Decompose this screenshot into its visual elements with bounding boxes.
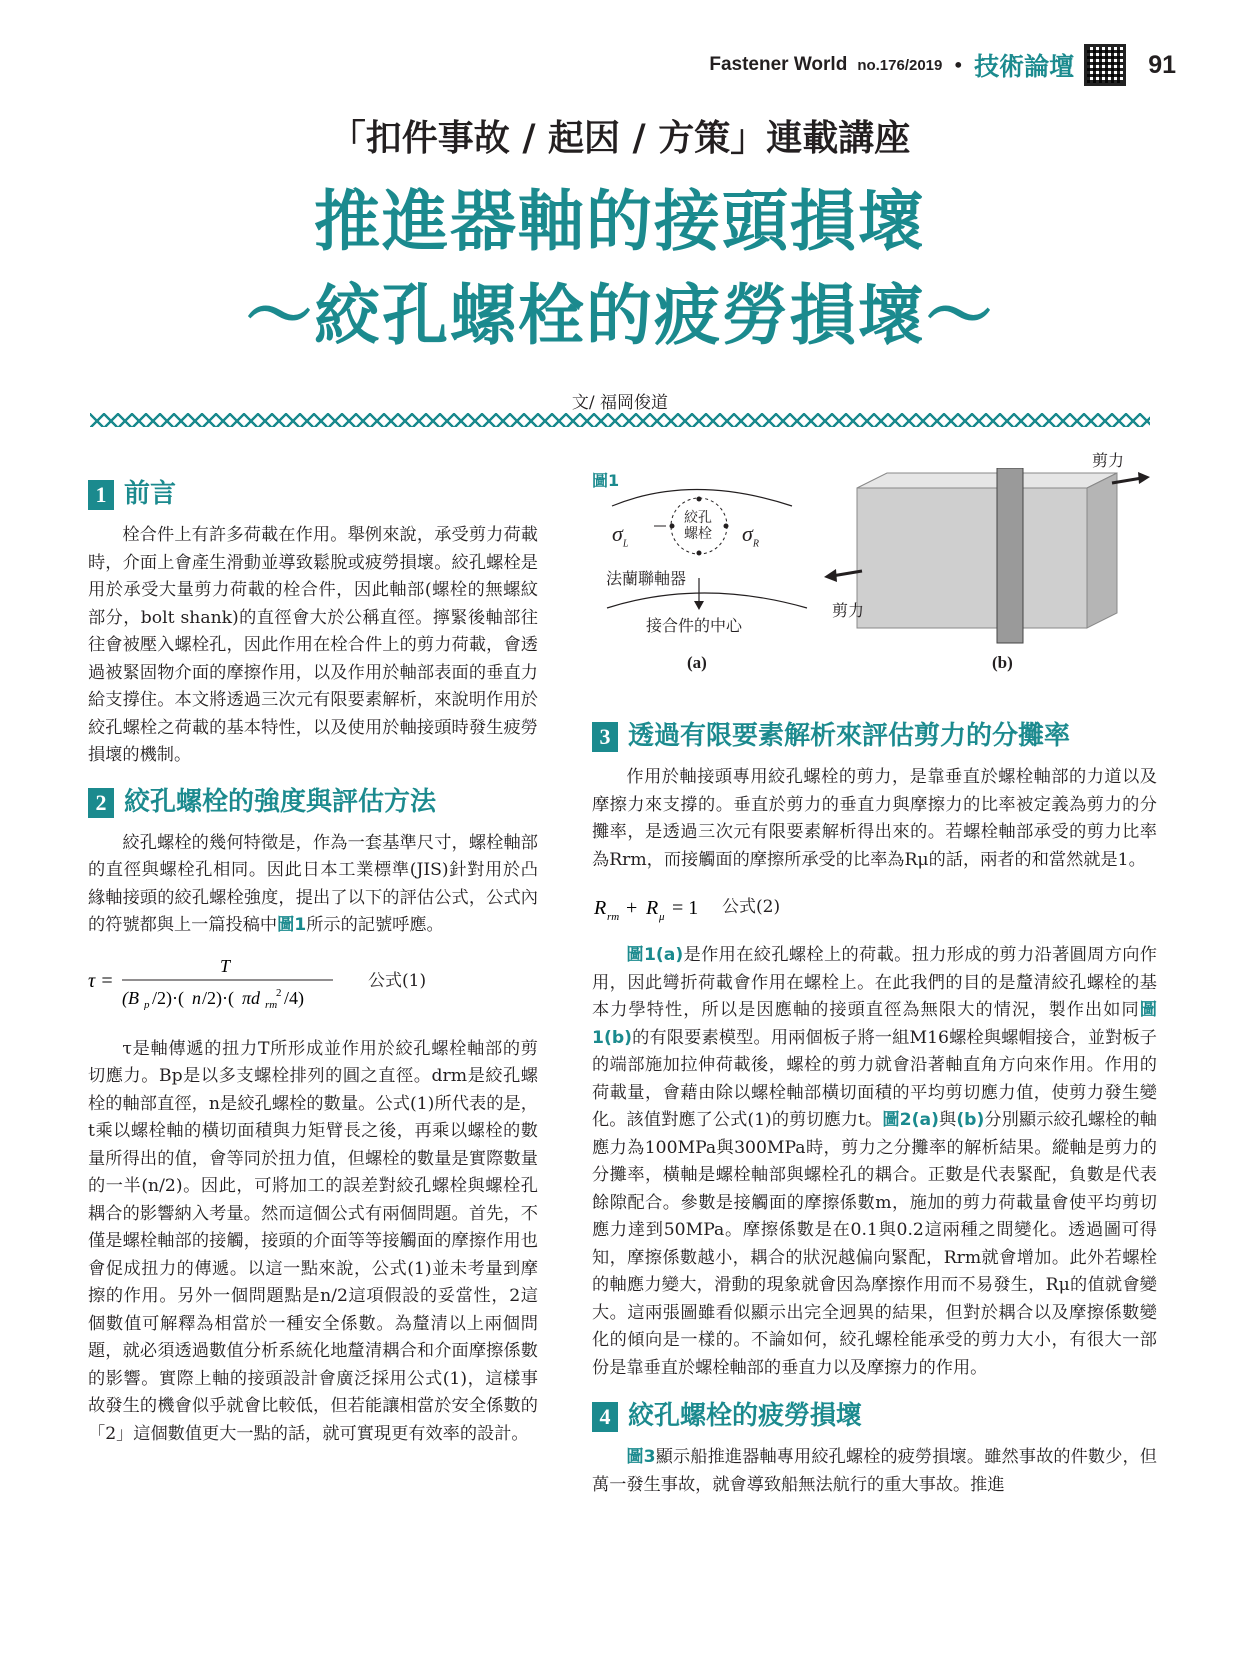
magazine-name: Fastener World: [709, 54, 848, 75]
section-title: 絞孔螺栓的強度與評估方法: [124, 786, 437, 817]
svg-text:/4): /4): [284, 987, 304, 1008]
svg-text:μ: μ: [659, 911, 665, 923]
author-byline: 文/ 福岡俊道: [571, 393, 669, 413]
text-run: 絞孔螺栓的幾何特徵是，作為一套基準尺寸，螺栓軸部的直徑與螺栓孔相同。因此日本工業標準(JIS)針對用於凸緣軸接頭的絞孔螺栓強度，提出了以下的評估公式，公式內的符號都與上一篇投稿中: [88, 832, 538, 935]
section-number: 3: [592, 722, 618, 752]
figure-ref: (b): [956, 1110, 985, 1130]
page-number: 91: [1148, 50, 1176, 79]
section-title: 絞孔螺栓的疲勞損壞: [628, 1401, 863, 1432]
svg-text:= 1: = 1: [672, 897, 699, 919]
series-title: 「扣件事故 / 起因 / 方策」連載講座: [329, 117, 911, 159]
section-4-heading: [592, 1402, 1157, 1432]
figure-ref: 圖1(a): [626, 945, 684, 965]
svg-text:R: R: [646, 897, 659, 919]
svg-text:(B: (B: [122, 987, 139, 1008]
figure-1-label: 圖1: [592, 471, 620, 490]
formula-1-graphic: [88, 954, 338, 1010]
qr-code-icon[interactable]: [1084, 44, 1126, 86]
issue-number: no.176/2019: [857, 56, 943, 74]
sigma-r-label: $\sigma_R$: [742, 521, 759, 550]
section-2-paragraph-2: τ是軸傳遞的扭力T所形成並作用於絞孔螺栓軸部的剪切應力。Bp是以多支螺栓排列的圓之直徑。drm是絞孔螺栓的軸部直徑，n是絞孔螺栓的數量。公式(1)所代表的是，t乘以螺栓軸的橫切面積與力矩臂長之後，再乘以螺栓的數量所得出的值，會等同於扭力值，但螺栓的數量是實際數量的一半(n/2)。因此，可將加工的誤差對絞孔螺栓與螺栓孔耦合的影響納入考量。然而這個公式有兩個問題。首先，不僅是螺栓軸部的接觸，接頭的介面等等接觸面的摩擦作用也會促成扭力的傳遞。以這一點來說，公式(1)並未考量到摩擦的作用。另外一個問題點是n/2這項假設的妥當性，2這個數值可解釋為相當於一種安全係數。為釐清以上兩個問題，就必須透過數值分析系統化地釐清耦合和介面摩擦係數的影響。實際上軸的接頭設計會廣泛採用公式(1)，這樣事故發生的機會似乎就會比較低，但若能讓相當於安全係數的「2」這個數值更大一點的話，就可實現更有效率的設計。: [88, 1038, 538, 1444]
fem-model: [824, 468, 1150, 643]
text-run: 所示的記號呼應。: [306, 915, 444, 935]
bolt-label: 絞孔 螺栓: [684, 510, 712, 542]
section-name: 技術論壇: [974, 52, 1075, 81]
formula-2-label: 公式(2): [722, 897, 781, 918]
section-number: 2: [88, 788, 114, 818]
figure-1: [592, 451, 1157, 708]
text-run: 顯示船推進器軸專用絞孔螺栓的疲勞損壞。雖然事故的件數少，但萬一發生事故，就會導致船無法航行的重大事故。推進: [592, 1447, 1157, 1495]
right-column: [592, 722, 1157, 1499]
section-1-body: 栓合件上有許多荷載在作用。舉例來說，承受剪力荷載時，介面上會產生滑動並導致鬆脫或疲勞損壞。絞孔螺栓是用於承受大量剪力荷載的栓合件，因此軸部(螺栓的無螺紋部分，bolt shank)的直徑會大於公稱直徑。擰緊後軸部往往會被壓入螺栓孔，因此作用在栓合件上的剪力荷載，會透過被緊固物介面的摩擦作用，以及作用於軸部表面的垂直力給支撐住。本文將透過三次元有限要素解析，來說明作用於絞孔螺栓之荷載的基本特性，以及使用於軸接頭時發生疲勞損壞的機制。: [88, 525, 538, 765]
flange-arc-bottom: [607, 593, 807, 608]
section-3-paragraph-2: [592, 942, 1157, 1382]
shear-label-top: 剪力: [1092, 451, 1125, 470]
figure-1b-label: (b): [992, 653, 1013, 672]
shear-label-bottom: 剪力: [832, 601, 865, 620]
svg-text:rm: rm: [265, 998, 278, 1010]
section-number: 4: [592, 1402, 618, 1432]
figure-ref: 圖2(a): [882, 1110, 939, 1130]
formula-1: [88, 954, 538, 1010]
text-run: 分別顯示絞孔螺栓的軸應力為100MPa與300MPa時，剪力之分攤率的解析結果。縱軸是剪力的分攤率，橫軸是螺栓軸部與螺栓孔的耦合。正數是代表緊配，負數是代表餘隙配合。參數是接觸面的摩擦係數m，施加的剪力荷載量會使平均剪切應力達到50MPa。摩擦係數是在0.1與0.2這兩種之間變化。透過圖可得知，摩擦係數越小，耦合的狀況越偏向緊配，Rrm就會增加。此外若螺栓的軸應力變大，滑動的現象就會因為摩擦作用而不易發生，Rμ的值就會變大。這兩張圖雖看似顯示出完全迥異的結果，但對於耦合以及摩擦係數變化的傾向是一樣的。不論如何，絞孔螺栓能承受的剪力大小，有很大一部份是靠垂直於螺栓軸部的垂直力以及摩擦力的作用。: [592, 1110, 1157, 1378]
bolt-shank: [997, 468, 1023, 643]
svg-text:R: R: [594, 897, 607, 919]
article-title-line2: ～絞孔螺栓的疲勞損壞～: [246, 277, 994, 354]
page-header: [709, 40, 1176, 90]
section-1-heading: [88, 480, 538, 510]
flange-label: 法蘭聯軸器: [606, 569, 687, 588]
svg-text:T: T: [220, 955, 231, 976]
section-title: 透過有限要素解析來評估剪力的分攤率: [628, 721, 1071, 752]
section-4-paragraph-1: [592, 1444, 1157, 1499]
sigma-l-label: $\sigma_L$: [612, 521, 629, 550]
svg-text:τ =: τ =: [88, 969, 114, 992]
text-run: 是作用在絞孔螺栓上的荷載。扭力形成的剪力沿著圓周方向作用，因此彎折荷載會作用在螺栓上。在此我們的目的是釐清絞孔螺栓的基本力學特性，所以是因應軸的接頭直徑為無限大的情況，製作出如同: [592, 945, 1157, 1020]
decorative-divider: [90, 413, 1150, 427]
article-title-line1: 推進器軸的接頭損壞: [314, 183, 926, 260]
formula-2-graphic: [592, 890, 722, 926]
section-3-paragraph-1: 作用於軸接頭專用絞孔螺栓的剪力，是靠垂直於螺栓軸部的力道以及摩擦力來支撐的。垂直於剪力的垂直力與摩擦力的比率被定義為剪力的分攤率，是透過三次元有限要素解析得出來的。若螺栓軸部承受的剪力比率為Rrm，而接觸面的摩擦所承受的比率為Rμ的話，兩者的和當然就是1。: [592, 767, 1157, 870]
svg-text:/2)·(: /2)·(: [152, 987, 184, 1008]
section-2-heading: [88, 788, 538, 818]
separator-dot: •: [952, 53, 965, 77]
center-label: 接合件的中心: [646, 616, 743, 635]
svg-text:πd: πd: [242, 987, 261, 1008]
section-number: 1: [88, 480, 114, 510]
text-run: 的有限要素模型。用兩個板子將一組M16螺栓與螺帽接合，並對板子的端部施加拉伸荷載後，螺栓的剪力就會沿著軸直角方向來作用。作用的荷載量，會藉由除以螺栓軸部橫切面積的平均剪切應力值，使剪力發生變化。該值對應了公式(1)的剪切應力t。: [592, 1027, 1157, 1130]
svg-text:rm: rm: [607, 911, 620, 923]
formula-2: [592, 888, 1157, 928]
figure-1a-label: (a): [687, 653, 707, 672]
svg-text:/2)·(: /2)·(: [202, 987, 234, 1008]
section-title: 前言: [124, 479, 177, 510]
section-2-paragraph-1: [88, 830, 538, 940]
section-3-heading: [592, 722, 1157, 752]
left-column: [88, 480, 538, 1448]
svg-text:2: 2: [276, 986, 282, 999]
svg-text:+: +: [626, 897, 638, 919]
figure-ref: 圖1(b): [592, 1000, 1157, 1048]
figure-ref: 圖3: [626, 1447, 656, 1467]
figure-ref: 圖1: [277, 915, 307, 935]
formula-1-label: 公式(1): [368, 970, 427, 991]
svg-text:n: n: [192, 987, 201, 1008]
svg-text:p: p: [144, 998, 150, 1010]
text-run: 與: [938, 1110, 957, 1130]
